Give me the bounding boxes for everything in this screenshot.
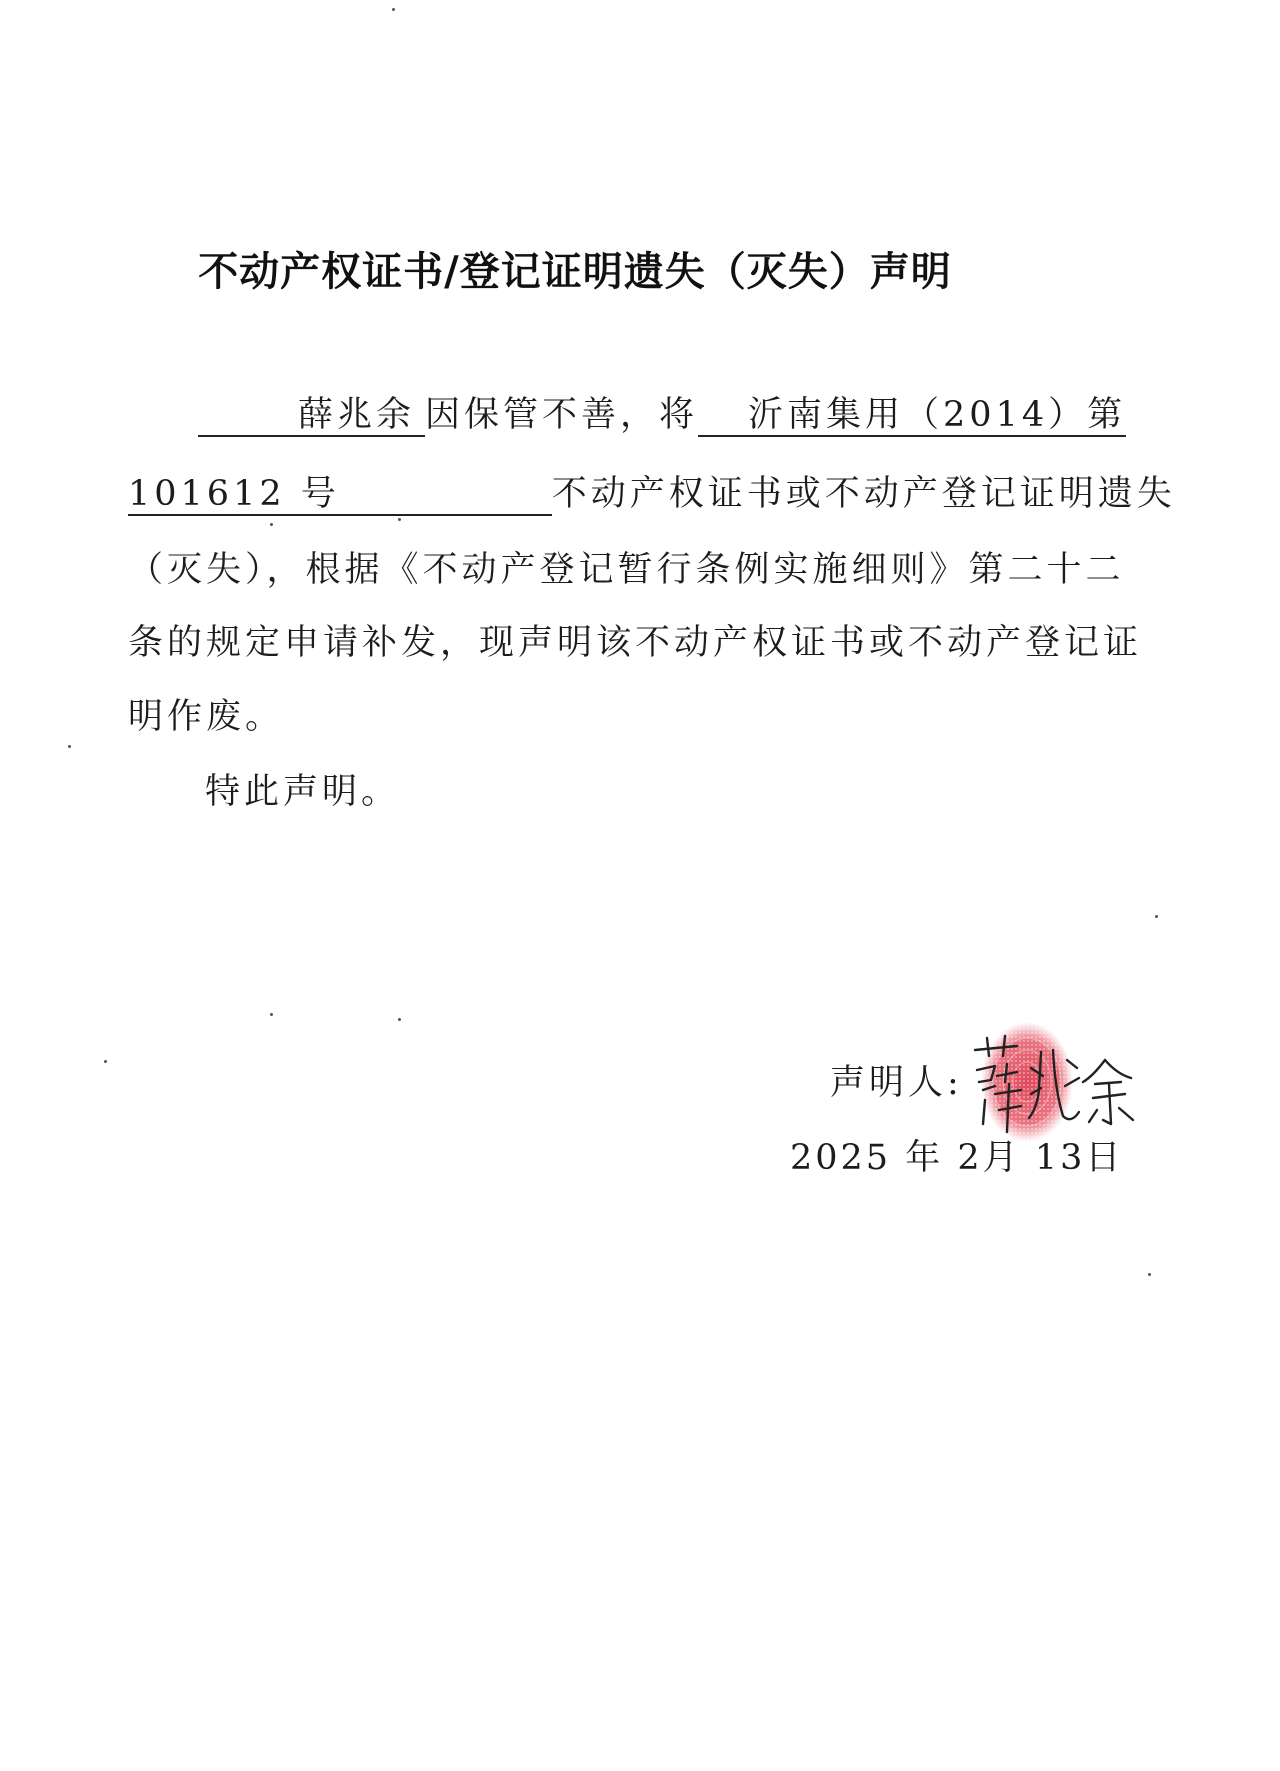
paragraph-line-3: （灭失），根据《不动产登记暂行条例实施细则》第二十二 <box>128 550 1125 590</box>
scan-speck <box>68 745 71 748</box>
date-year-unit: 年 <box>905 1138 944 1178</box>
text-a: 因保管不善，将 <box>425 395 699 435</box>
scan-speck <box>392 8 395 11</box>
scan-speck <box>398 1018 401 1021</box>
cert-prefix: 沂南集用（2014）第 <box>748 395 1127 435</box>
cert-number: 101612 号 <box>128 474 340 514</box>
date-month-unit: 月 <box>982 1138 1021 1178</box>
declaration-date <box>790 1130 1123 1180</box>
date-year: 2025 <box>790 1138 892 1178</box>
paragraph-line-4: 条的规定申请补发，现声明该不动产权证书或不动产登记证 <box>128 623 1143 663</box>
date-month: 2 <box>957 1138 983 1178</box>
cert-prefix-field <box>698 395 1127 437</box>
paragraph-line-1 <box>198 395 1127 437</box>
paragraph-line-2 <box>128 474 1176 516</box>
document-title: 不动产权证书/登记证明遗失（灭失）声明 <box>198 248 952 295</box>
closing-statement: 特此声明。 <box>205 772 401 812</box>
declarant-name: 薛兆余 <box>298 395 416 435</box>
scan-speck <box>398 518 401 521</box>
declarant-label: 声明人: <box>830 1063 963 1103</box>
cert-number-field <box>128 474 552 516</box>
date-day: 13 <box>1034 1138 1086 1178</box>
declarant-name-field <box>198 395 425 437</box>
paragraph-line-5: 明作废。 <box>128 697 285 737</box>
scan-speck <box>270 1013 273 1016</box>
scan-speck <box>1155 915 1158 918</box>
scan-speck <box>270 523 273 526</box>
text-b: 不动产权证书或不动产登记证明遗失 <box>551 474 1176 514</box>
scan-speck <box>1148 1273 1151 1276</box>
scan-speck <box>104 1060 107 1063</box>
date-day-unit: 日 <box>1085 1138 1124 1178</box>
